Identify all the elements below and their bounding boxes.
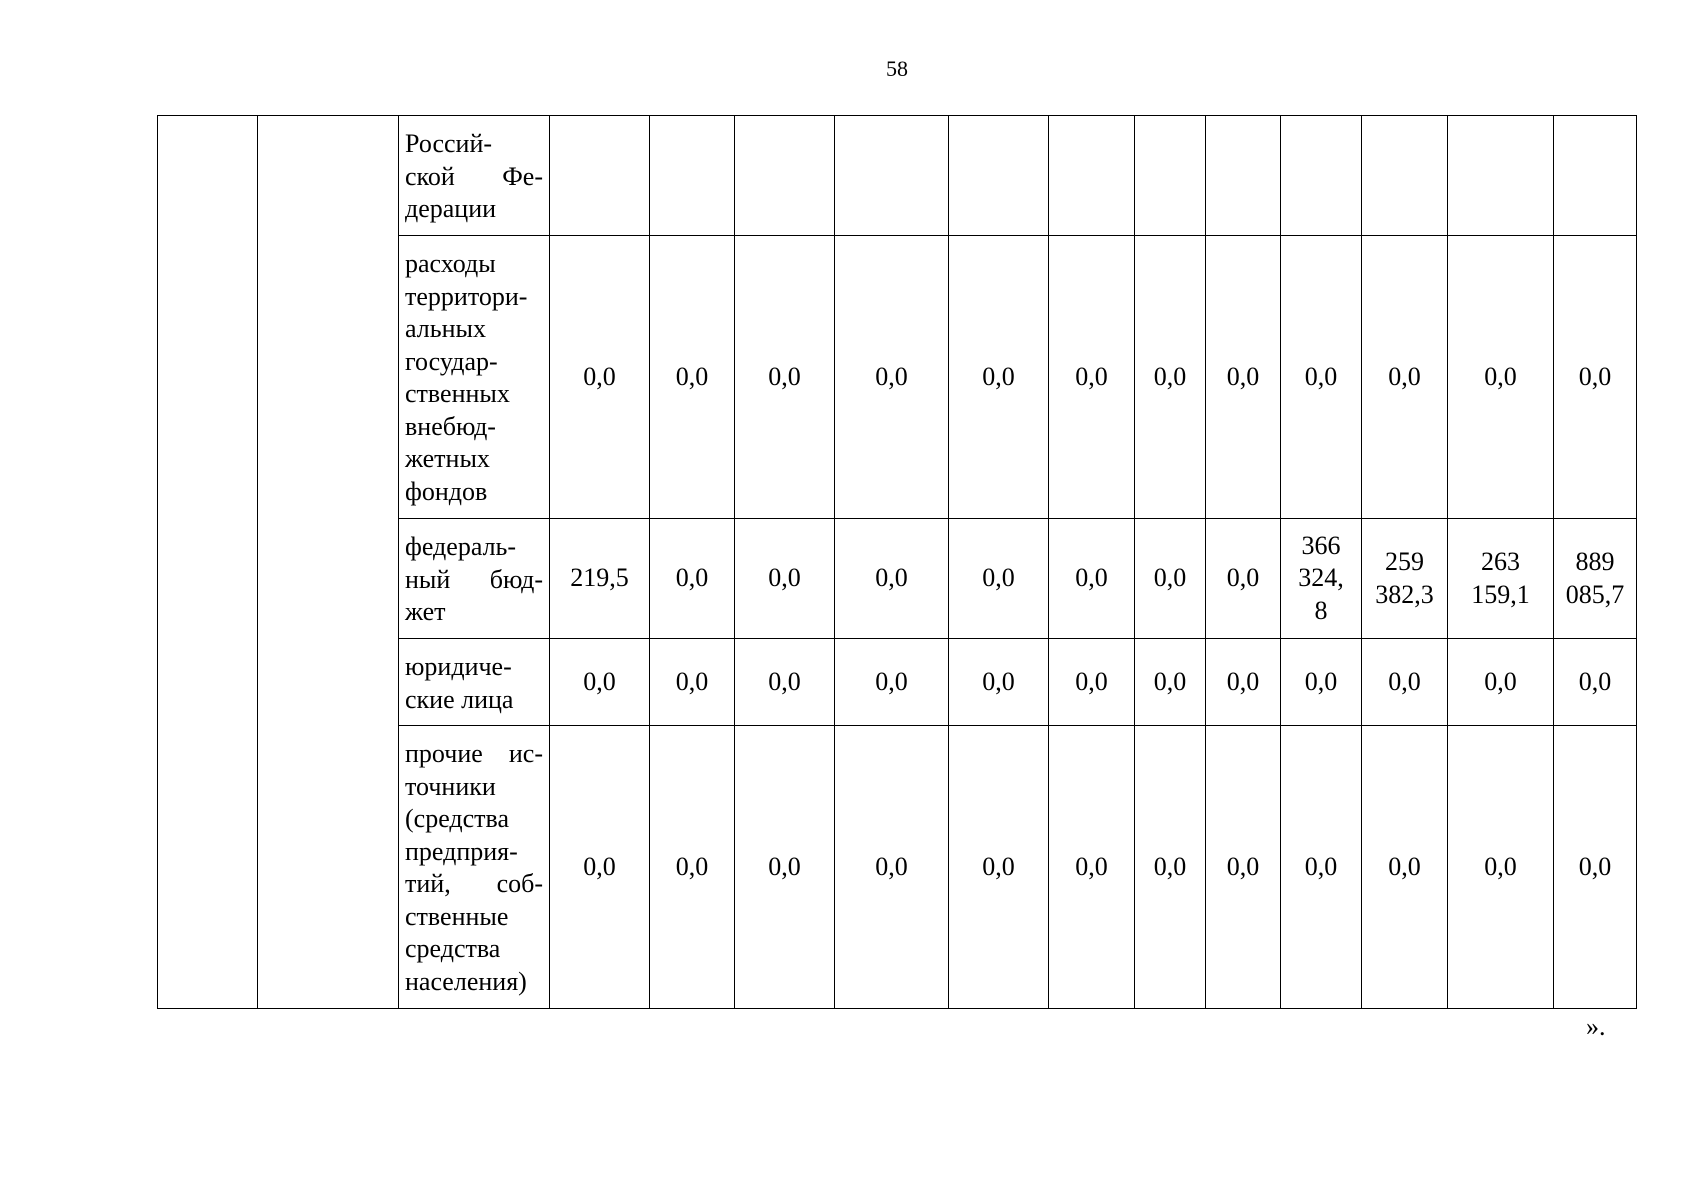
funding-source-line: ный бюд- [405,564,543,594]
value-cell: 263 159,1 [1448,519,1554,639]
funding-source-line: точники [405,771,496,801]
page-number: 58 [886,56,908,81]
value-cell [949,116,1049,236]
value-cell: 0,0 [949,726,1049,1009]
value-cell: 0,0 [1362,726,1448,1009]
value-cell [1281,116,1362,236]
value-cell: 0,0 [1281,639,1362,726]
table-row [158,116,1637,236]
value-cell: 0,0 [1362,236,1448,519]
value-cell: 0,0 [1554,639,1637,726]
value-cell: 0,0 [1206,726,1281,1009]
value-cell: 0,0 [1281,726,1362,1009]
funding-source-line: дерации [405,194,497,223]
value-cell: 259 382,3 [1362,519,1448,639]
value-cell: 0,0 [550,236,650,519]
funding-source-cell [399,519,550,639]
value-cell: 0,0 [1554,236,1637,519]
value-cell: 0,0 [1206,519,1281,639]
funding-source-line: расходы [405,249,496,278]
value-cell: 0,0 [735,519,835,639]
value-cell [1554,116,1637,236]
empty-name-cell [258,116,399,1009]
value-cell: 0,0 [1135,639,1206,726]
value-cell: 0,0 [1135,519,1206,639]
funding-source-line: ской Фе- [405,161,543,191]
value-cell [1206,116,1281,236]
funding-source-line: фондов [405,476,488,506]
funding-source-line: государ- [405,346,498,376]
value-cell [1049,116,1135,236]
funding-source-line: внебюд- [405,411,496,441]
value-cell: 0,0 [1448,236,1554,519]
value-cell: 219,5 [550,519,650,639]
value-cell: 0,0 [735,726,835,1009]
value-cell [550,116,650,236]
value-cell: 0,0 [1206,639,1281,726]
value-cell: 0,0 [650,726,735,1009]
funding-source-line: юридиче- [405,652,512,681]
value-cell: 0,0 [949,639,1049,726]
value-cell: 0,0 [1554,726,1637,1009]
funding-source-line: средства [405,934,501,963]
funding-source-line: прочие ис- [405,739,543,768]
funding-source-line: населения) [405,966,527,996]
value-cell: 0,0 [1206,236,1281,519]
value-cell [735,116,835,236]
funding-source-line: жет [405,597,446,626]
value-cell [1362,116,1448,236]
value-cell: 0,0 [1049,236,1135,519]
funding-source-cell [399,236,550,519]
empty-number-cell [158,116,258,1009]
value-cell: 0,0 [1135,726,1206,1009]
value-cell: 0,0 [835,726,949,1009]
funding-source-line: Россий- [405,129,493,158]
funding-source-line: ственных [405,379,510,408]
funding-source-line: территори- [405,281,528,311]
value-cell: 0,0 [949,236,1049,519]
funding-source-line: жетных [405,444,490,473]
value-cell: 0,0 [550,639,650,726]
value-cell: 0,0 [835,236,949,519]
value-cell: 0,0 [1281,236,1362,519]
value-cell: 0,0 [650,519,735,639]
value-cell: 0,0 [735,639,835,726]
value-cell: 0,0 [735,236,835,519]
value-cell: 0,0 [1049,519,1135,639]
value-cell: 0,0 [1448,639,1554,726]
funding-source-cell [399,639,550,726]
value-cell: 366 324, 8 [1281,519,1362,639]
value-cell: 0,0 [1135,236,1206,519]
value-cell: 0,0 [1049,639,1135,726]
funding-source-line: тий, соб- [405,869,543,898]
value-cell: 0,0 [835,639,949,726]
value-cell: 0,0 [835,519,949,639]
funding-source-line: ственные [405,901,509,931]
value-cell: 0,0 [1049,726,1135,1009]
funding-source-line: федераль- [405,532,517,561]
funding-source-cell [399,726,550,1009]
value-cell: 0,0 [1362,639,1448,726]
closing-quote-mark: ». [1586,1012,1606,1041]
value-cell: 0,0 [550,726,650,1009]
funding-source-line: (средства [405,804,509,833]
value-cell [1135,116,1206,236]
value-cell [835,116,949,236]
funding-source-line: ские лица [405,684,514,714]
budget-funding-table [157,115,1637,1009]
value-cell [1448,116,1554,236]
value-cell: 0,0 [1448,726,1554,1009]
funding-source-cell [399,116,550,236]
value-cell: 889 085,7 [1554,519,1637,639]
value-cell: 0,0 [650,236,735,519]
value-cell [650,116,735,236]
funding-source-line: альных [405,314,486,343]
funding-source-line: предприя- [405,836,518,866]
value-cell: 0,0 [650,639,735,726]
value-cell: 0,0 [949,519,1049,639]
